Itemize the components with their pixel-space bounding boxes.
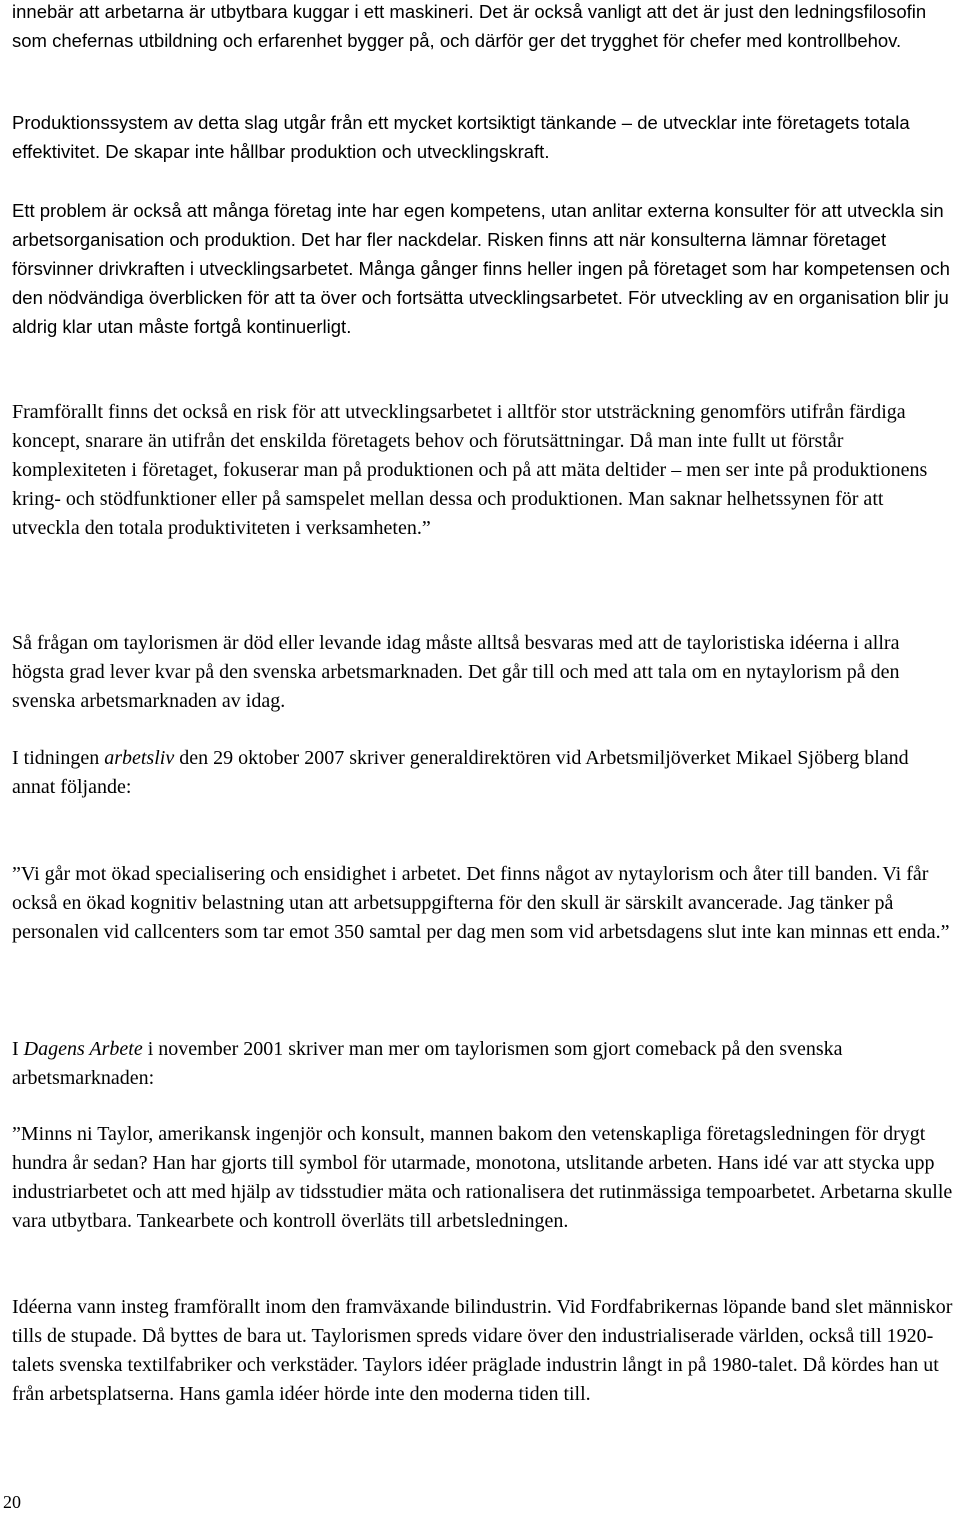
paragraph-6-end: den 29 oktober 2007 skriver generaldirektören vid Arbetsmiljöverket Mikael Sjöberg bland annat följande: (12, 747, 909, 798)
paragraph-8-start: I (12, 1038, 24, 1060)
quote-dagens-arbete-1: ”Minns ni Taylor, amerikansk ingenjör och konsult, mannen bakom den vetenskapliga företagsledningen för drygt hundra år sedan? Han har gjorts till symbol för utarmade, monotona, utslitande arbeten. Hans idé var att stycka upp industriarbetet och att med hjälp av tidsstudier mäta och rationalisera det rutinmässiga tempoarbetet. Arbetarna skulle vara utbytbara. Tankearbete och kontroll överläts till arbetsledningen. (12, 1123, 953, 1232)
paragraph-8-end: i november 2001 skriver man mer om taylorismen som gjort comeback på den svenska arbetsmarknaden: (12, 1038, 843, 1089)
quote-dagens-arbete-2: Idéerna vann insteg framförallt inom den framväxande bilindustrin. Vid Fordfabrikernas löpande band slet människor tills de stupade. Då byttes de bara ut. Taylorismen spreds vidare över den industrialiserade världen, också till 1920-talets svenska textilfabriker och verkstäder. Taylors idéer präglade industrin långt in på 1980-talet. Då kördes han ut från arbetsplatserna. Hans gamla idéer hörde inte den moderna tiden till. (12, 1296, 953, 1405)
paragraph-6 (12, 744, 956, 802)
paragraph-6-start: I tidningen (12, 747, 105, 769)
publication-name-arbetsliv: arbetsliv (104, 747, 175, 769)
quote-sjoberg: ”Vi går mot ökad specialisering och ensidighet i arbetet. Det finns något av nytaylorism och åter till banden. Vi får också en ökad kognitiv belastning utan att arbetsuppgifterna för den skull är särskilt avancerade. Jag tänker på personalen vid callcenters som tar emot 350 samtal per dag men som vid arbetsdagens slut inte kan minnas ett enda.” (12, 863, 950, 943)
paragraph-4: Framförallt finns det också en risk för att utvecklingsarbetet i alltför stor utsträckning genomförs utifrån färdiga koncept, snarare än utifrån det enskilda företagets behov och förutsättningar. Då man inte fullt ut förstår komplexiteten i företaget, fokuserar man på produktionen och på att mäta deltider – men ser inte på produktionens kring- och stödfunktioner eller på samspelet mellan dessa och produktionen. Man saknar helhetssynen för att utveckla den totala produktiviteten i verksamheten.” (12, 401, 928, 539)
paragraph-8 (12, 1035, 956, 1093)
publication-name-dagens-arbete: Dagens Arbete (23, 1038, 143, 1060)
page-number: 20 (3, 1492, 21, 1512)
paragraph-1: innebär att arbetarna är utbytbara kuggar i ett maskineri. Det är också vanligt att det är just den ledningsfilosofin som chefernas utbildning och erfarenhet bygger på, och därför ger det trygghet för chefer med kontrollbehov. (12, 1, 927, 51)
paragraph-2: Produktionssystem av detta slag utgår från ett mycket kortsiktigt tänkande – de utvecklar inte företagets totala effektivitet. De skapar inte hållbar produktion och utvecklingskraft. (12, 112, 910, 162)
paragraph-3: Ett problem är också att många företag inte har egen kompetens, utan anlitar externa konsulter för att utveckla sin arbetsorganisation och produktion. Det har fler nackdelar. Risken finns att när konsulterna lämnar företaget försvinner drivkraften i utvecklingsarbetet. Många gånger finns heller ingen på företaget som har kompetensen och den nödvändiga överblicken för att ta över och fortsätta utvecklingsarbetet. För utveckling av en organisation blir ju aldrig klar utan måste fortgå kontinuerligt. (12, 200, 950, 337)
paragraph-5: Så frågan om taylorismen är död eller levande idag måste alltså besvaras med att de tayloristiska idéerna i allra högsta grad lever kvar på den svenska arbetsmarknaden. Det går till och med att tala om en nytaylorism på den svenska arbetsmarknaden av idag. (12, 632, 900, 712)
